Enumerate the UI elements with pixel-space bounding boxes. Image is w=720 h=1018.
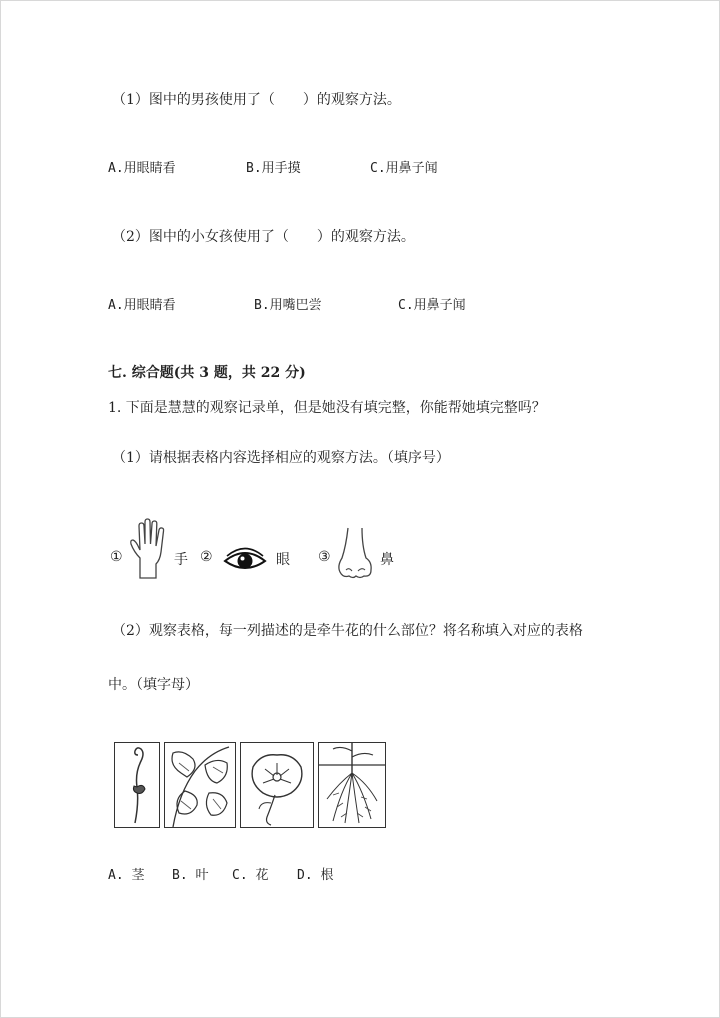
flower-icon bbox=[241, 743, 313, 827]
sub-question-2-line1: （2）观察表格，每一列描述的是牵牛花的什么部位？将名称填入对应的表格 bbox=[112, 623, 583, 639]
part-option-c[interactable]: C. 花 bbox=[232, 868, 269, 883]
q2-option-c[interactable]: C.用鼻子闻 bbox=[398, 298, 466, 313]
q1-option-b[interactable]: B.用手摸 bbox=[246, 161, 301, 176]
stem-picture bbox=[114, 742, 160, 828]
method-number-2: ② bbox=[200, 549, 213, 565]
method-label-nose: 鼻 bbox=[380, 552, 394, 568]
method-label-eye: 眼 bbox=[276, 552, 290, 568]
stem-icon bbox=[115, 743, 159, 827]
q2-option-b[interactable]: B.用嘴巴尝 bbox=[254, 298, 322, 313]
root-picture bbox=[318, 742, 386, 828]
q1-prompt: （1）图中的男孩使用了（ ）的观察方法。 bbox=[112, 92, 401, 108]
part-option-d[interactable]: D. 根 bbox=[297, 868, 334, 883]
sub-question-1: （1）请根据表格内容选择相应的观察方法。（填序号） bbox=[112, 450, 450, 466]
hand-icon bbox=[128, 518, 168, 580]
sub-question-2-line2: 中。（填字母） bbox=[108, 677, 199, 693]
leaf-icon bbox=[165, 743, 235, 827]
section-title: 七. 综合题(共 3 题，共 22 分) bbox=[108, 365, 306, 381]
flower-picture bbox=[240, 742, 314, 828]
part-option-b[interactable]: B. 叶 bbox=[172, 868, 209, 883]
method-number-1: ① bbox=[110, 549, 123, 565]
root-icon bbox=[319, 743, 385, 827]
q1-option-a[interactable]: A.用眼睛看 bbox=[108, 161, 176, 176]
q2-prompt: （2）图中的小女孩使用了（ ）的观察方法。 bbox=[112, 229, 415, 245]
method-number-3: ③ bbox=[318, 549, 331, 565]
method-label-hand: 手 bbox=[174, 552, 188, 568]
leaf-picture bbox=[164, 742, 236, 828]
q1-option-c[interactable]: C.用鼻子闻 bbox=[370, 161, 438, 176]
part-option-a[interactable]: A. 茎 bbox=[108, 868, 145, 883]
eye-icon bbox=[223, 547, 267, 575]
nose-icon bbox=[336, 526, 374, 582]
question-1: 1. 下面是慧慧的观察记录单，但是她没有填完整，你能帮她填完整吗？ bbox=[108, 400, 546, 416]
q2-option-a[interactable]: A.用眼睛看 bbox=[108, 298, 176, 313]
